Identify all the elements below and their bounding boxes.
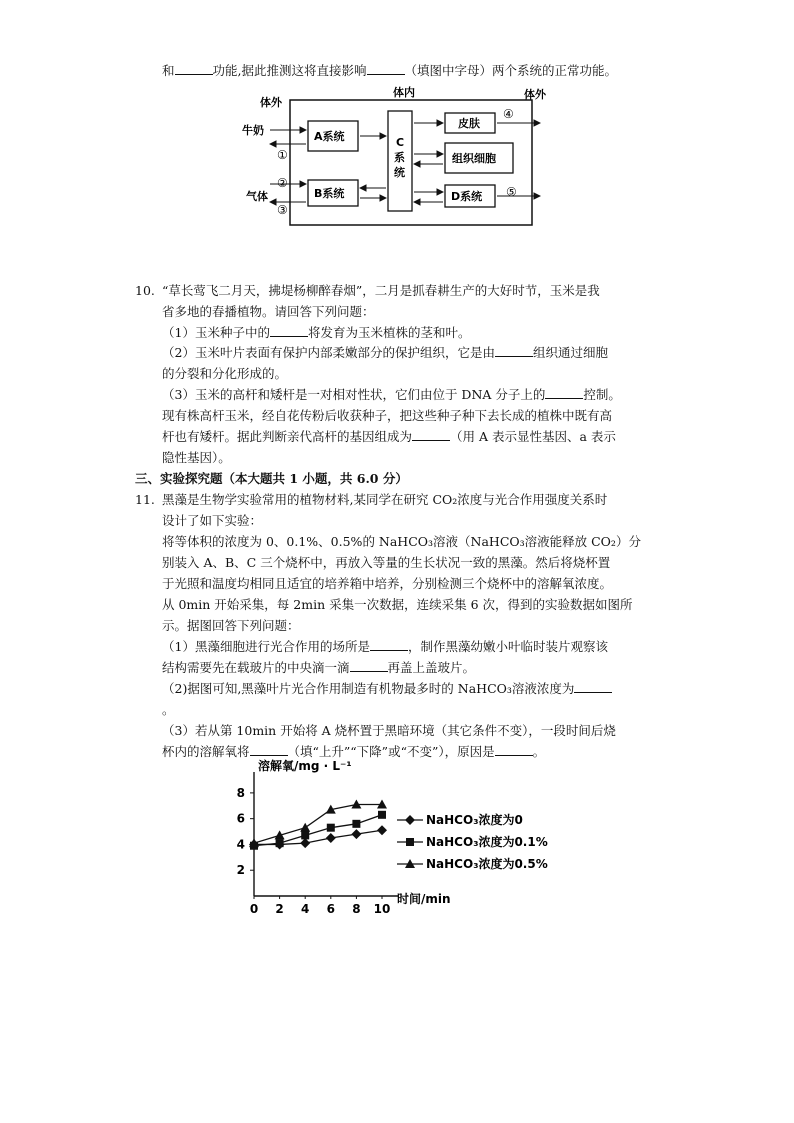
q10-line-1: “草长莺飞二月天，拂堤杨柳醉春烟”，二月是抓春耕生产的大好时节，玉米是我	[162, 283, 600, 298]
q11-p1a: （1）黑藻细胞进行光合作用的场所是	[162, 639, 370, 654]
q11-number: 11.	[135, 492, 155, 507]
chart-series	[249, 799, 387, 849]
x-tick-label: 2	[275, 902, 284, 916]
top-post: （填图中字母）两个系统的正常功能。	[404, 63, 618, 78]
q11-p3d: 。	[532, 744, 546, 759]
num-3: ③	[277, 203, 288, 217]
y-tick-label: 6	[236, 811, 245, 826]
q10-p3a: （3）玉米的高杆和矮杆是一对相对性状，它们由位于 DNA 分子上的	[162, 387, 546, 402]
blank[interactable]	[495, 344, 533, 357]
q11-p1d: 再盖上盖玻片。	[387, 660, 476, 675]
data-point	[352, 820, 360, 828]
q11-part-3: （3）若从第 10min 开始将 A 烧杯置于黑暗环境（其它条件不变），一段时间后烧	[162, 723, 616, 738]
legend-item	[397, 834, 548, 849]
q10-part-1	[162, 324, 470, 341]
q10-p3d: 杆也有矮杆。据此判断亲代高杆的基因组成为	[162, 429, 413, 444]
data-point	[351, 829, 361, 839]
q10-p2b: 组织通过细胞	[532, 345, 608, 360]
q11-p2a: （2)据图可知,黑藻叶片光合作用制造有机物最多时的 NaHCO₃溶液浓度为	[162, 681, 575, 696]
x-tick-label: 4	[301, 902, 310, 916]
legend-marker	[405, 815, 415, 825]
q11-line-6: 从 0min 开始采集，每 2min 采集一次数据，连续采集 6 次，得到的实验数据如图所	[162, 597, 633, 612]
q11-line-1: 黑藻是生物学实验常用的植物材料,某同学在研究 CO₂浓度与光合作用强度关系时	[162, 492, 608, 507]
series-0	[249, 825, 387, 849]
blank[interactable]	[412, 428, 450, 441]
blank[interactable]	[370, 638, 408, 651]
data-point	[326, 833, 336, 843]
blank[interactable]	[574, 680, 612, 693]
q10-part-3-line-3	[162, 428, 616, 445]
q10-number: 10.	[135, 283, 155, 298]
data-point	[276, 839, 284, 847]
q11-line-5: 于光照和温度均相同且适宜的培养箱中培养，分别检测三个烧杯中的溶解氧浓度。	[162, 576, 613, 591]
blank[interactable]	[545, 386, 583, 399]
system-diagram	[240, 88, 560, 233]
milk-label: 牛奶	[242, 124, 264, 137]
chart-axes	[237, 758, 451, 916]
section-3-heading: 三、实验探究题（本大题共 1 小题，共 6.0 分）	[135, 471, 408, 486]
outside-right-label: 体外	[524, 88, 546, 101]
y-axis-label: 溶解氧/mg · L⁻¹	[258, 759, 352, 773]
q10-p3e: （用 A 表示显性基因、a 表示	[450, 429, 616, 444]
data-point	[327, 824, 335, 832]
top-mid: 功能,据此推测这将直接影响	[212, 63, 367, 78]
legend-item	[397, 812, 523, 827]
data-point	[301, 831, 309, 839]
blank[interactable]	[367, 62, 405, 75]
legend-marker	[406, 838, 414, 846]
q10-part-3	[162, 386, 621, 403]
q10-p1a: （1）玉米种子中的	[162, 325, 270, 340]
top-pre: 和	[162, 63, 175, 78]
q10-part-2	[162, 344, 608, 361]
q11-line-3: 将等体积的浓度为 0、0.1%、0.5%的 NaHCO₃溶液（NaHCO₃溶液能释放 CO₂）分	[162, 534, 641, 549]
q10-p2a: （2）玉米叶片表面有保护内部柔嫩部分的保护组织，它是由	[162, 345, 495, 360]
top-line	[162, 62, 617, 79]
chart-legend	[397, 812, 548, 871]
q11-line-7: 示。据图回答下列问题：	[162, 618, 300, 633]
legend-label: NaHCO₃浓度为0	[426, 813, 523, 827]
x-tick-label: 8	[352, 902, 361, 916]
q11-line-2: 设计了如下实验：	[162, 513, 263, 528]
blank[interactable]	[270, 324, 308, 337]
q11-part-2-end: 。	[162, 702, 175, 717]
q11-p3c: （填“上升”“下降”或“不变”），原因是	[287, 744, 495, 759]
q10-part-3-line-4: 隐性基因）。	[162, 450, 231, 465]
outside-left-label: 体外	[260, 96, 282, 109]
y-tick-label: 4	[236, 837, 245, 852]
y-tick-label: 2	[236, 863, 245, 878]
x-tick-label: 6	[326, 902, 335, 916]
system-c-label: C 系 统	[394, 136, 405, 179]
blank[interactable]	[350, 659, 388, 672]
blank[interactable]	[495, 743, 533, 756]
system-a-label: A系统	[314, 130, 345, 143]
gas-label: 气体	[246, 190, 268, 203]
x-axis-label: 时间/min	[397, 892, 451, 906]
num-1: ①	[277, 148, 288, 162]
blank[interactable]	[250, 743, 288, 756]
system-d-label: D系统	[451, 190, 483, 203]
skin-label: 皮肤	[458, 117, 480, 130]
blank[interactable]	[175, 62, 213, 75]
series-1	[250, 811, 386, 850]
q10-line-2: 省多地的春播植物。请回答下列问题：	[162, 304, 375, 319]
num-4: ④	[503, 107, 514, 121]
q11-part-1	[162, 638, 608, 655]
q11-p3b: 杯内的溶解氧将	[162, 744, 250, 759]
x-tick-label: 0	[249, 902, 259, 916]
data-point	[300, 838, 310, 848]
num-2: ②	[277, 176, 288, 190]
data-point	[378, 811, 386, 819]
q10-p3b: 控制。	[583, 387, 621, 402]
q11-line-4: 别装入 A、B、C 三个烧杯中，再放入等量的生长状况一致的黑藻。然后将烧杯置	[162, 555, 611, 570]
q10-part-3-line-2: 现有株高杆玉米，经自花传粉后收获种子，把这些种子种下去长成的植株中既有高	[162, 408, 613, 423]
system-b-label: B系统	[314, 187, 345, 200]
legend-item	[397, 856, 548, 871]
q10-part-2-cont: 的分裂和分化形成的。	[162, 366, 288, 381]
q11-p1c: 结构需要先在载玻片的中央滴一滴	[162, 660, 350, 675]
legend-label: NaHCO₃浓度为0.5%	[426, 857, 548, 871]
x-tick-label: 10	[373, 902, 391, 916]
data-point	[300, 823, 310, 832]
q10-p1b: 将发育为玉米植株的茎和叶。	[307, 325, 471, 340]
q11-p1b: ，制作黑藻幼嫩小叶临时装片观察该	[407, 639, 608, 654]
tissue-label: 组织细胞	[452, 152, 496, 165]
series-line	[254, 804, 382, 843]
dissolved-oxygen-chart	[232, 758, 592, 916]
q11-part-2	[162, 680, 612, 697]
inside-label: 体内	[393, 86, 415, 99]
data-point	[377, 825, 387, 835]
q11-part-1-line-2	[162, 659, 475, 676]
num-5: ⑤	[506, 185, 517, 199]
legend-label: NaHCO₃浓度为0.1%	[426, 835, 548, 849]
y-tick-label: 8	[236, 785, 245, 800]
